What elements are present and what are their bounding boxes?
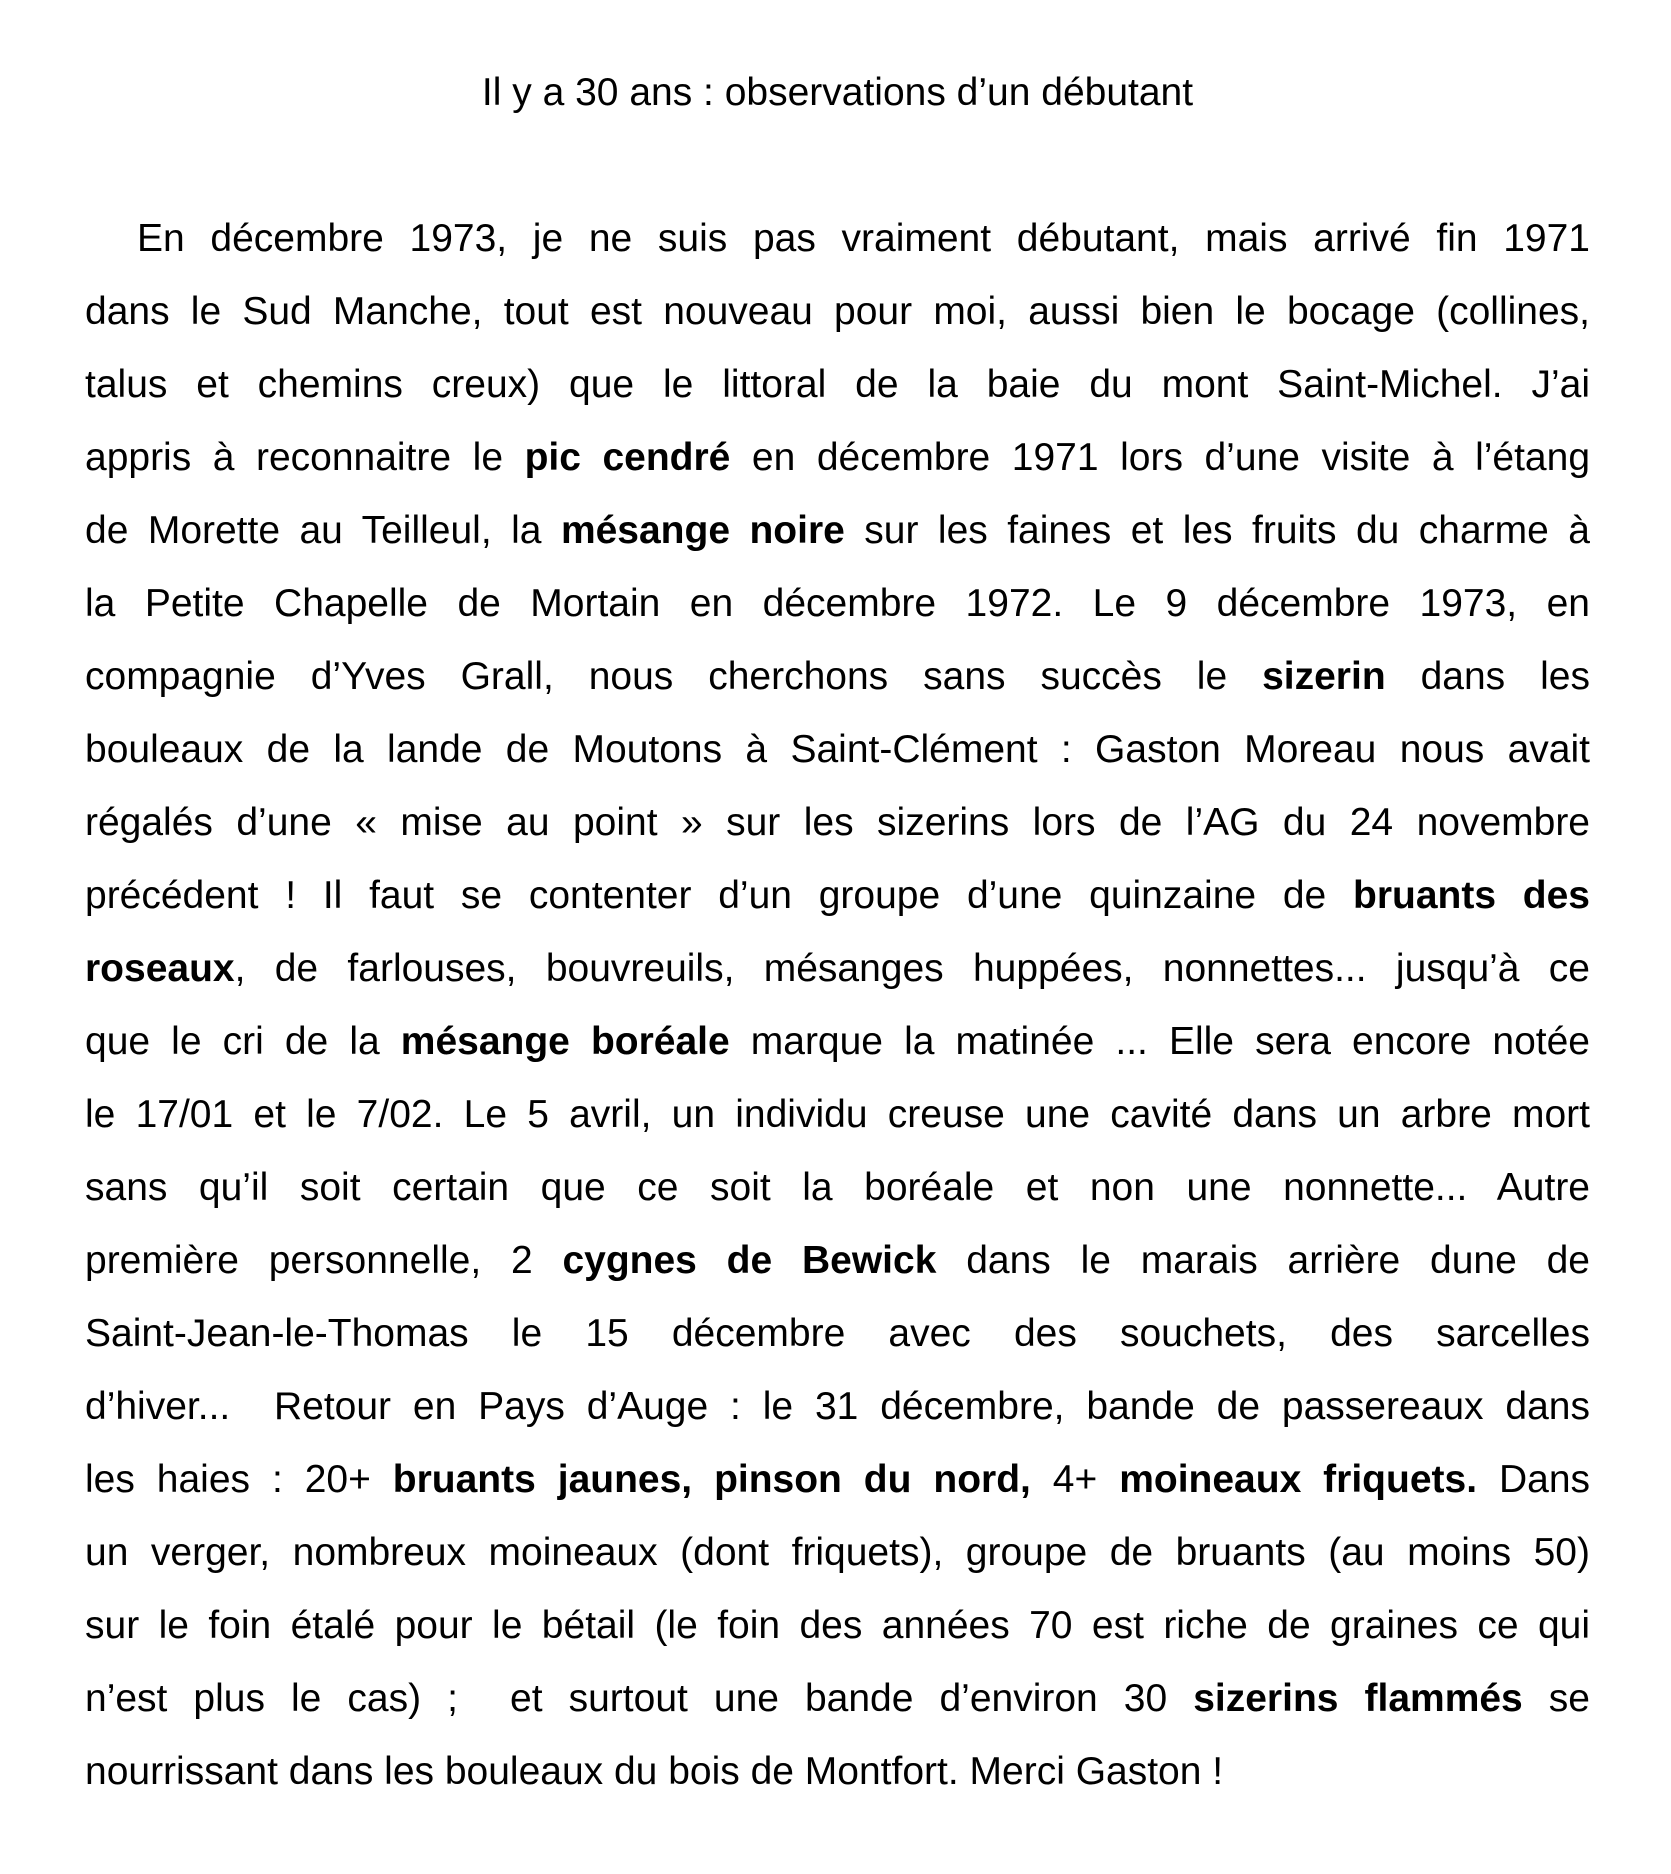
text-run: d’hiver... Retour en Pays d’Auge : le 31 décembre, bande de passereaux dans	[85, 1385, 1590, 1428]
text-run: se	[1522, 1677, 1590, 1720]
bold-text: pinson du nord,	[714, 1458, 1031, 1501]
text-run: En décembre 1973, je ne suis pas vraiment débutant, mais arrivé fin 1971	[137, 217, 1590, 260]
text-run: , de farlouses, bouvreuils, mésanges huppées, nonnettes... jusqu’à ce	[234, 947, 1590, 990]
text-run: sur les faines et les fruits du charme à	[844, 509, 1590, 552]
bold-text: sizerin	[1262, 655, 1386, 698]
text-run	[692, 1458, 714, 1501]
text-run: bouleaux de la lande de Moutons à Saint-Clément : Gaston Moreau nous avait	[85, 728, 1590, 771]
bold-text: roseaux	[85, 947, 235, 990]
bold-text: bruants des	[1353, 874, 1590, 917]
paragraph-line	[85, 275, 1590, 348]
bold-text: moineaux friquets.	[1119, 1458, 1478, 1501]
text-run: n’est plus le cas) ; et surtout une bande d’environ 30	[85, 1677, 1194, 1720]
paragraph	[85, 202, 1590, 1808]
text-run: appris à reconnaitre le	[85, 436, 525, 479]
paragraph-line	[85, 1297, 1590, 1370]
paragraph-line	[85, 1151, 1590, 1224]
text-run: talus et chemins creux) que le littoral de la baie du mont Saint-Michel. J’ai	[85, 363, 1590, 406]
text-run: première personnelle, 2	[85, 1239, 563, 1282]
text-run: sans qu’il soit certain que ce soit la boréale et non une nonnette... Autre	[85, 1166, 1590, 1209]
paragraph-line	[85, 494, 1590, 567]
paragraph-line	[85, 567, 1590, 640]
bold-text: mésange boréale	[400, 1020, 730, 1063]
paragraph-line	[85, 421, 1590, 494]
paragraph-line	[85, 1443, 1590, 1516]
text-run: précédent ! Il faut se contenter d’un groupe d’une quinzaine de	[85, 874, 1354, 917]
paragraph-line	[85, 859, 1590, 932]
paragraph-line	[85, 1589, 1590, 1662]
bold-text: cygnes de Bewick	[562, 1239, 937, 1282]
bold-text: sizerins flammés	[1193, 1677, 1523, 1720]
text-run: Saint-Jean-le-Thomas le 15 décembre avec des souchets, des sarcelles	[85, 1312, 1590, 1355]
bold-text: bruants jaunes,	[392, 1458, 693, 1501]
text-run: dans les	[1385, 655, 1590, 698]
text-run: le 17/01 et le 7/02. Le 5 avril, un individu creuse une cavité dans un arbre mort	[85, 1093, 1590, 1136]
paragraph-line	[85, 348, 1590, 421]
paragraph-line	[85, 1735, 1590, 1808]
text-run: de Morette au Teilleul, la	[85, 509, 561, 552]
text-run: compagnie d’Yves Grall, nous cherchons sans succès le	[85, 655, 1263, 698]
text-run: nourrissant dans les bouleaux du bois de Montfort. Merci Gaston !	[85, 1750, 1224, 1793]
text-run: en décembre 1971 lors d’une visite à l’étang	[730, 436, 1590, 479]
bold-text: mésange noire	[560, 509, 845, 552]
text-run: 4+	[1030, 1458, 1120, 1501]
text-run: marque la matinée ... Elle sera encore notée	[729, 1020, 1590, 1063]
paragraph-line	[85, 1516, 1590, 1589]
paragraph-line	[85, 786, 1590, 859]
text-run: la Petite Chapelle de Mortain en décembre 1972. Le 9 décembre 1973, en	[85, 582, 1590, 625]
text-run: sur le foin étalé pour le bétail (le foin des années 70 est riche de graines ce qui	[85, 1604, 1590, 1647]
paragraph-line	[85, 932, 1590, 1005]
text-run: dans le marais arrière dune de	[936, 1239, 1590, 1282]
paragraph-line	[85, 1224, 1590, 1297]
text-run: que le cri de la	[85, 1020, 401, 1063]
paragraph-line	[85, 1662, 1590, 1735]
text-run: dans le Sud Manche, tout est nouveau pour moi, aussi bien le bocage (collines,	[85, 290, 1590, 333]
paragraph-line	[85, 640, 1590, 713]
bold-text: pic cendré	[524, 436, 731, 479]
text-run: Dans	[1477, 1458, 1590, 1501]
text-run: régalés d’une « mise au point » sur les sizerins lors de l’AG du 24 novembre	[85, 801, 1590, 844]
page-title: Il y a 30 ans : observations d’un débutant	[481, 71, 1194, 114]
paragraph-line	[85, 1078, 1590, 1151]
paragraph-line	[85, 1370, 1590, 1443]
paragraph-line	[85, 713, 1590, 786]
paragraph-line	[85, 1005, 1590, 1078]
paragraph-line	[85, 202, 1590, 275]
text-run: un verger, nombreux moineaux (dont friquets), groupe de bruants (au moins 50)	[85, 1531, 1590, 1574]
text-run: les haies : 20+	[85, 1458, 393, 1501]
